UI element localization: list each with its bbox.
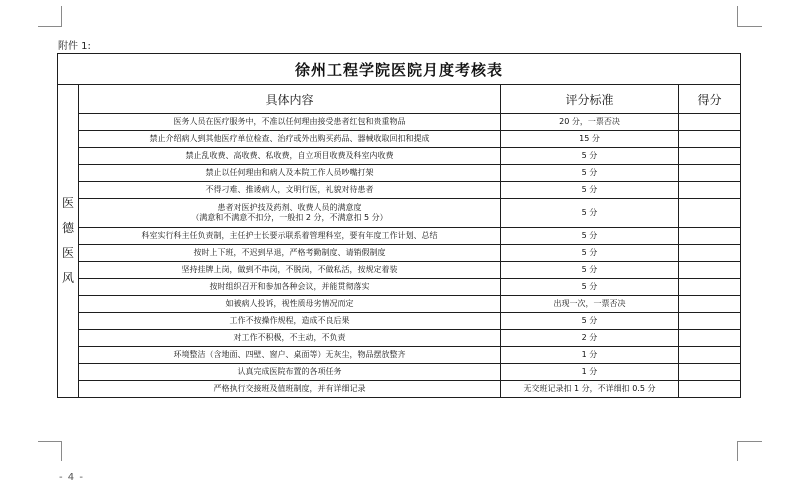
table-row <box>58 148 741 165</box>
table-row <box>58 182 741 199</box>
row-score-cell[interactable] <box>679 182 741 199</box>
row-content-line: 严格执行交接班及值班制度，并有详细记录 <box>213 384 366 393</box>
row-score-cell[interactable] <box>679 262 741 279</box>
row-standard: 5 分 <box>501 199 679 228</box>
row-score-cell[interactable] <box>679 114 741 131</box>
row-standard: 5 分 <box>501 262 679 279</box>
table-row <box>58 313 741 330</box>
row-content <box>79 199 501 228</box>
row-standard: 20 分，一票否决 <box>501 114 679 131</box>
row-content <box>79 165 501 182</box>
row-score-cell[interactable] <box>679 165 741 182</box>
row-score-cell[interactable] <box>679 279 741 296</box>
row-content-line: 不得刁难、推诿病人，文明行医，礼貌对待患者 <box>205 185 374 194</box>
row-standard: 15 分 <box>501 131 679 148</box>
row-content <box>79 279 501 296</box>
row-standard: 5 分 <box>501 182 679 199</box>
row-content-line: 患者对医护技及药剂、收费人员的满意度 <box>217 203 362 212</box>
row-standard: 无交班记录扣 1 分，不详细扣 0.5 分 <box>501 381 679 398</box>
row-content <box>79 330 501 347</box>
row-score-cell[interactable] <box>679 313 741 330</box>
row-score-cell[interactable] <box>679 245 741 262</box>
crop-mark-bottom-left <box>38 441 62 442</box>
row-content-line: 按时上下班，不迟到早退，严格考勤制度、请销假制度 <box>193 248 386 257</box>
table-row <box>58 381 741 398</box>
row-score-cell[interactable] <box>679 381 741 398</box>
row-content-line: 工作不按操作规程，造成不良后果 <box>229 316 350 325</box>
row-content <box>79 381 501 398</box>
crop-mark-bottom-right <box>738 441 762 442</box>
attachment-label: 附件 1: <box>58 41 91 52</box>
row-score-cell[interactable] <box>679 199 741 228</box>
row-content <box>79 245 501 262</box>
row-content-line: 医务人员在医疗服务中，不准以任何理由接受患者红包和贵重物品 <box>173 117 406 126</box>
row-score-cell[interactable] <box>679 347 741 364</box>
table-row <box>58 296 741 313</box>
row-content-line: 按时组织召开和参加各种会议，并能贯彻落实 <box>209 282 370 291</box>
page-number: - 4 - <box>59 472 84 483</box>
row-content-line: 科室实行科主任负责制，主任护士长要示联系着管理科室，要有年度工作计划、总结 <box>141 231 438 240</box>
table-row <box>58 228 741 245</box>
row-content-line: 如被病人投诉，视性质母劣情况而定 <box>225 299 354 308</box>
row-standard: 1 分 <box>501 364 679 381</box>
table-row <box>58 347 741 364</box>
row-standard: 5 分 <box>501 228 679 245</box>
category-char: 医 <box>61 246 74 260</box>
row-content <box>79 296 501 313</box>
row-standard: 出现一次，一票否决 <box>501 296 679 313</box>
row-content <box>79 148 501 165</box>
crop-mark-top-left <box>38 26 62 27</box>
crop-mark-top-right <box>737 6 738 27</box>
row-content-line: （满意和不满意不扣分，一般扣 2 分，不满意扣 5 分） <box>191 213 388 222</box>
row-score-cell[interactable] <box>679 364 741 381</box>
row-standard: 5 分 <box>501 148 679 165</box>
category-char: 风 <box>61 271 74 285</box>
category-char: 医 <box>61 196 74 210</box>
row-standard: 1 分 <box>501 347 679 364</box>
row-score-cell[interactable] <box>679 131 741 148</box>
crop-mark-top-left <box>61 6 62 27</box>
row-standard: 5 分 <box>501 279 679 296</box>
row-standard: 2 分 <box>501 330 679 347</box>
row-content-line: 坚持挂牌上岗，做到不串岗，不脱岗，不做私活，按规定着装 <box>181 265 398 274</box>
row-content <box>79 114 501 131</box>
crop-mark-bottom-left <box>61 441 62 461</box>
table-row <box>58 131 741 148</box>
table-header-row <box>58 85 741 114</box>
table-row <box>58 330 741 347</box>
table-title: 徐州工程学院医院月度考核表 <box>58 54 741 85</box>
category-cell <box>58 85 79 398</box>
table-row <box>58 199 741 228</box>
row-content <box>79 347 501 364</box>
row-content-line: 禁止乱收费、高收费、私收费，自立项目收费及科室内收费 <box>185 151 394 160</box>
row-content <box>79 131 501 148</box>
row-score-cell[interactable] <box>679 148 741 165</box>
category-char: 德 <box>61 221 74 235</box>
row-content-line: 禁止以任何理由和病人及本院工作人员吵嘴打架 <box>205 168 374 177</box>
crop-mark-top-right <box>738 26 762 27</box>
row-content <box>79 364 501 381</box>
crop-mark-bottom-right <box>737 441 738 461</box>
row-score-cell[interactable] <box>679 296 741 313</box>
row-content-line: 认真完成医院布置的各项任务 <box>237 367 342 376</box>
header-content: 具体内容 <box>79 85 501 114</box>
assessment-table <box>57 53 741 398</box>
row-content <box>79 228 501 245</box>
table-row <box>58 364 741 381</box>
table-row <box>58 262 741 279</box>
row-standard: 5 分 <box>501 165 679 182</box>
row-content <box>79 182 501 199</box>
table-row <box>58 114 741 131</box>
header-standard: 评分标准 <box>501 85 679 114</box>
row-score-cell[interactable] <box>679 228 741 245</box>
table-row <box>58 279 741 296</box>
row-content-line: 禁止介绍病人到其他医疗单位检查、治疗或外出购买药品、器械收取回扣和提成 <box>149 134 430 143</box>
row-content <box>79 313 501 330</box>
row-score-cell[interactable] <box>679 330 741 347</box>
row-content-line: 对工作不积极，不主动，不负责 <box>233 333 346 342</box>
header-score: 得分 <box>679 85 741 114</box>
row-standard: 5 分 <box>501 313 679 330</box>
table-row <box>58 245 741 262</box>
table-row <box>58 165 741 182</box>
row-standard: 5 分 <box>501 245 679 262</box>
row-content <box>79 262 501 279</box>
row-content-line: 环境整洁（含地面、四壁、窗户、桌面等）无灰尘，物品摆放整齐 <box>173 350 406 359</box>
